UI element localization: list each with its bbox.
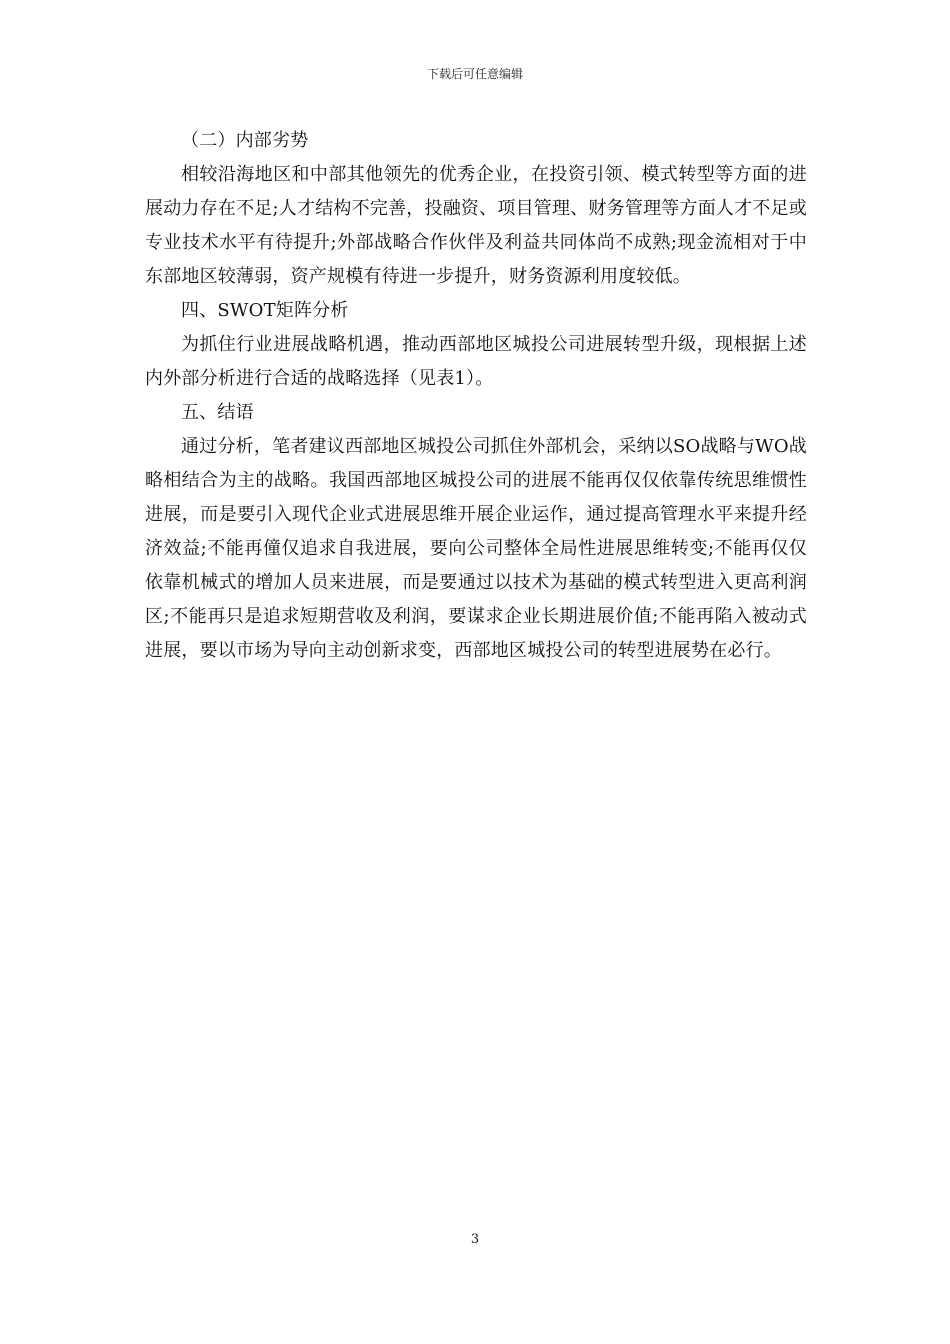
section-heading-internal-weakness: （二）内部劣势 (181, 130, 309, 151)
page-number: 3 (470, 1232, 480, 1247)
page-header: 下载后可任意编辑 (426, 67, 523, 81)
section-heading-swot-analysis: 四、SWOT矩阵分析 (181, 300, 349, 321)
paragraph-internal-weakness: 相较沿海地区和中部其他领先的优秀企业，在投资引领、模式转型等方面的进展动力存在不足;人才结构不完善，投融资、项目管理、财务管理等方面人才不足或专业技术水平有待提升;外部战略合作伙伴及利益共同体尚不成熟;现金流相对于中东部地区较薄弱，资产规模有待进一步提升，财务资源利用度较低。 (145, 164, 807, 287)
document-body (145, 124, 807, 668)
section-heading-conclusion: 五、结语 (181, 402, 254, 423)
paragraph-swot-analysis: 为抓住行业进展战略机遇，推动西部地区城投公司进展转型升级，现根据上述内外部分析进行合适的战略选择（见表1）。 (145, 334, 807, 389)
paragraph-conclusion: 通过分析，笔者建议西部地区城投公司抓住外部机会，采纳以SO战略与WO战略相结合为主的战略。我国西部地区城投公司的进展不能再仅仅依靠传统思维惯性进展，而是要引入现代企业式进展思维开展企业运作，通过提高管理水平来提升经济效益;不能再僮仅追求自我进展，要向公司整体全局性进展思维转变;不能再仅仅依靠机械式的增加人员来进展，而是要通过以技术为基础的模式转型进入更高利润区;不能再只是追求短期营收及利润，要谋求企业长期进展价值;不能再陷入被动式进展，要以市场为导向主动创新求变，西部地区城投公司的转型进展势在必行。 (145, 436, 807, 661)
